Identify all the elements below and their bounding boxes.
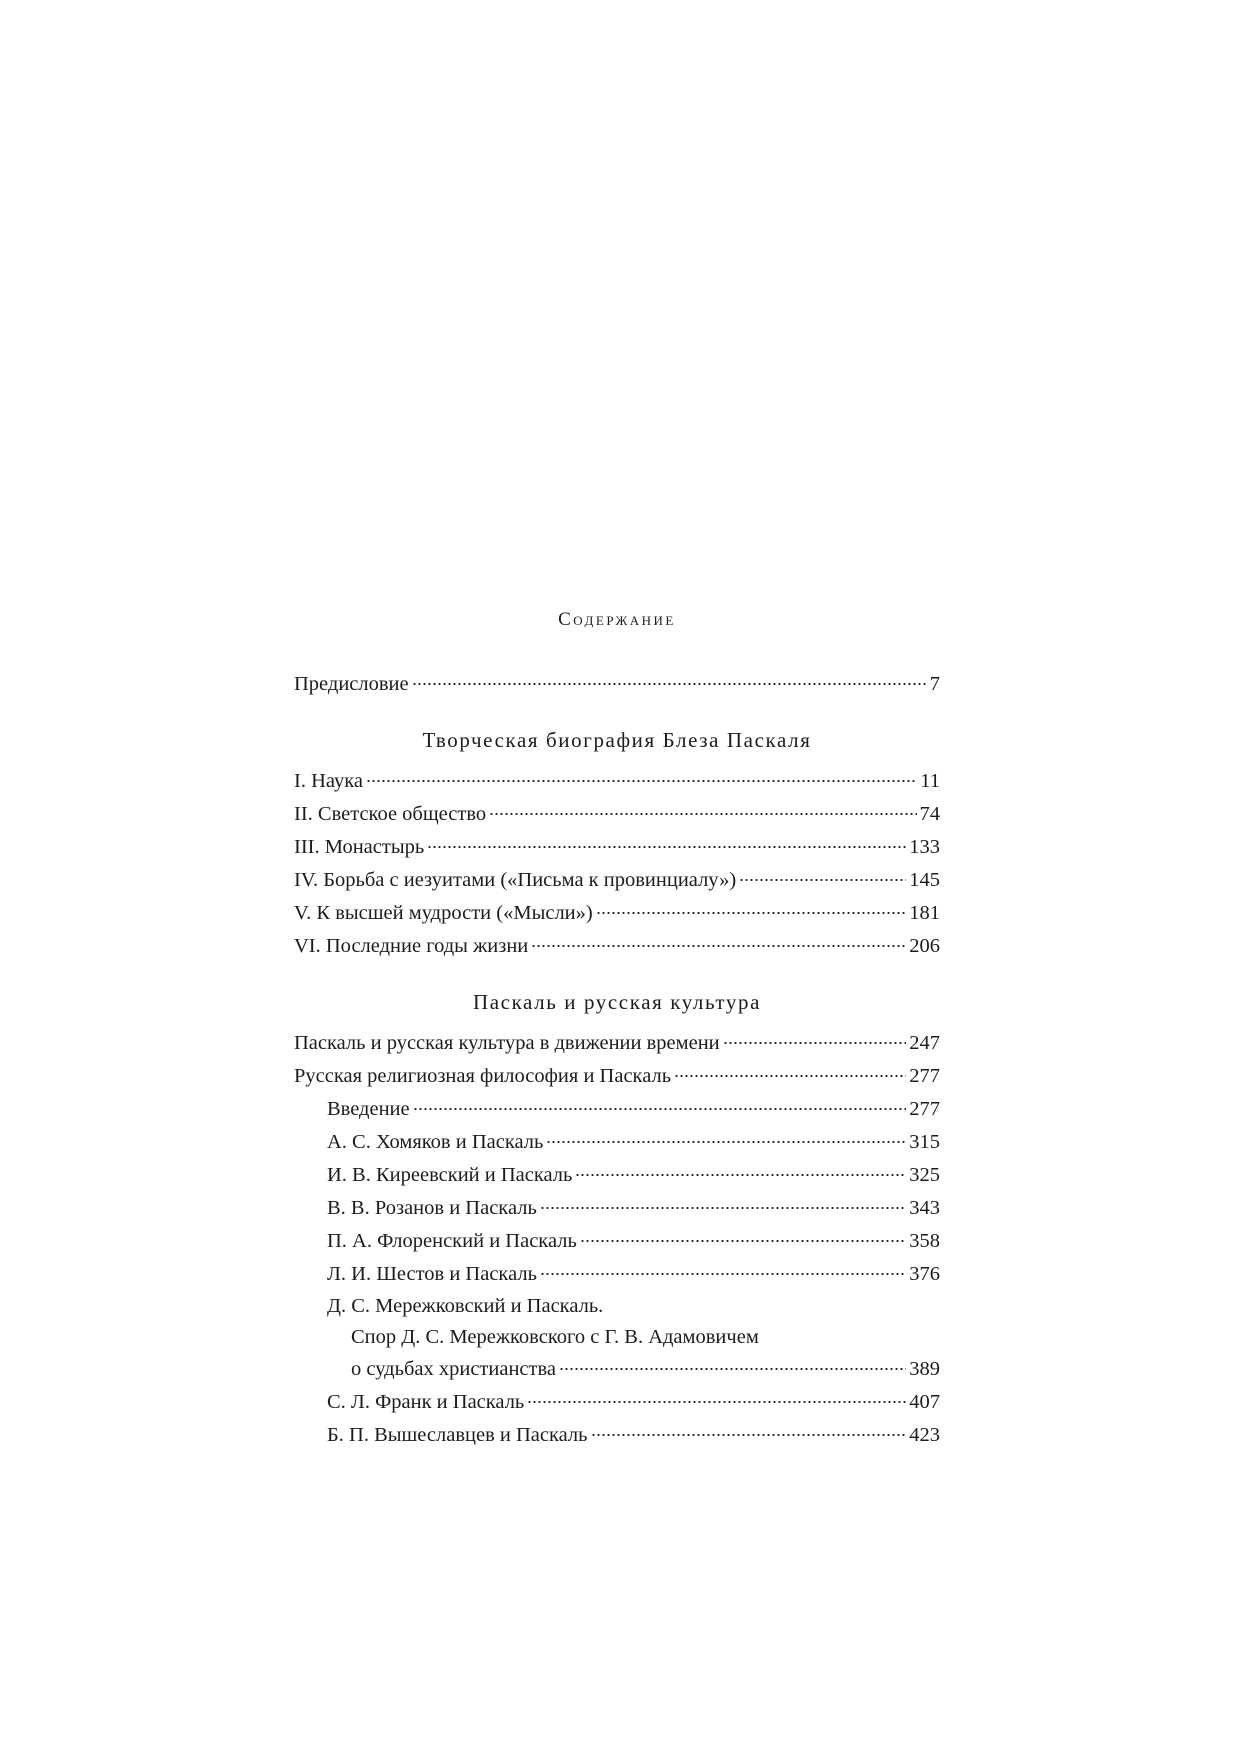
toc-entry-title: А. С. Хомяков и Паскаль xyxy=(327,1131,544,1153)
toc-entry xyxy=(294,930,940,963)
toc-entry-page: 133 xyxy=(909,836,940,858)
toc-subentry xyxy=(294,1258,940,1291)
toc-entry-page: 315 xyxy=(909,1131,940,1153)
toc-entry-title-line2: Спор Д. С. Мережковского с Г. В. Адамовичем xyxy=(351,1326,759,1348)
dot-leader xyxy=(540,1273,906,1275)
dot-leader xyxy=(412,683,927,685)
dot-leader xyxy=(413,1108,907,1110)
toc-entry-page: 7 xyxy=(929,673,940,695)
section-title-part2: Паскаль и русская культура xyxy=(472,990,762,1014)
toc-entry xyxy=(294,864,940,897)
dot-leader xyxy=(489,813,916,815)
toc-entry-page: 11 xyxy=(920,770,940,792)
toc-entry-last-line xyxy=(327,1353,940,1386)
dot-leader xyxy=(546,1141,906,1143)
toc-entry-page: 358 xyxy=(909,1230,940,1252)
dot-leader xyxy=(540,1207,906,1209)
toc-entry-title: В. В. Розанов и Паскаль xyxy=(327,1197,537,1219)
toc-entry-title: Предисловие xyxy=(294,673,409,695)
toc-entry-page: 325 xyxy=(909,1164,940,1186)
section-title-part1: Творческая биография Блеза Паскаля xyxy=(422,728,812,752)
toc-entry-page: 145 xyxy=(909,869,940,891)
toc-entry-page: 407 xyxy=(909,1391,940,1413)
toc-entry xyxy=(294,1027,940,1060)
toc-entry-title: I. Наука xyxy=(294,770,363,792)
toc-entry-page: 376 xyxy=(909,1263,940,1285)
toc-entry-page: 206 xyxy=(909,935,940,957)
dot-leader xyxy=(580,1240,906,1242)
dot-leader xyxy=(559,1368,906,1370)
dot-leader xyxy=(674,1075,906,1077)
toc-entry xyxy=(294,1060,940,1093)
toc-entry-page: 247 xyxy=(909,1032,940,1054)
toc-subentry xyxy=(294,1419,940,1452)
toc-subentry xyxy=(294,1159,940,1192)
toc-entry xyxy=(294,798,940,831)
toc-entry-preface xyxy=(294,668,940,701)
dot-leader xyxy=(723,1042,907,1044)
toc-entry-page: 389 xyxy=(909,1358,940,1380)
dot-leader xyxy=(427,846,906,848)
contents-heading: Содержание xyxy=(558,609,676,630)
toc-entry-title: VI. Последние годы жизни xyxy=(294,935,529,957)
toc-entry-title: П. А. Флоренский и Паскаль xyxy=(327,1230,577,1252)
toc-entry xyxy=(294,765,940,798)
toc-subentry xyxy=(294,1386,940,1419)
toc-subentry xyxy=(294,1192,940,1225)
toc-entry xyxy=(294,897,940,930)
dot-leader xyxy=(591,1434,907,1436)
dot-leader xyxy=(531,945,906,947)
toc-entry-title: Введение xyxy=(327,1098,410,1120)
toc-entry-title: Л. И. Шестов и Паскаль xyxy=(327,1263,537,1285)
toc-entry-title: IV. Борьба с иезуитами («Письма к провинциалу») xyxy=(294,869,737,891)
toc-entry-page: 423 xyxy=(909,1424,940,1446)
toc-entry-title: Б. П. Вышеславцев и Паскаль xyxy=(327,1424,588,1446)
toc-subentry xyxy=(294,1225,940,1258)
toc-subentry xyxy=(294,1093,940,1126)
toc-entry-page: 74 xyxy=(919,803,940,825)
toc-subentry xyxy=(294,1126,940,1159)
dot-leader xyxy=(739,879,906,881)
toc-entry-title: С. Л. Франк и Паскаль xyxy=(327,1391,525,1413)
toc-entry-title: III. Монастырь xyxy=(294,836,425,858)
toc-entry-page: 181 xyxy=(909,902,940,924)
toc-entry-title-line3: о судьбах христианства xyxy=(351,1358,556,1380)
dot-leader xyxy=(575,1174,906,1176)
dot-leader xyxy=(527,1401,906,1403)
toc-entry-page: 277 xyxy=(909,1065,940,1087)
toc-entry-title: И. В. Киреевский и Паскаль xyxy=(327,1164,573,1186)
toc-entry-page: 343 xyxy=(909,1197,940,1219)
toc-entry-title: II. Светское общество xyxy=(294,803,487,825)
toc-entry xyxy=(294,831,940,864)
dot-leader xyxy=(366,780,917,782)
toc-entry-page: 277 xyxy=(909,1098,940,1120)
dot-leader xyxy=(596,912,907,914)
toc-entry-title: V. К высшей мудрости («Мысли») xyxy=(294,902,593,924)
toc-subentry-merezhkovsky xyxy=(294,1291,940,1386)
toc-entry-title: Русская религиозная философия и Паскаль xyxy=(294,1065,672,1087)
toc-entry-title: Паскаль и русская культура в движении времени xyxy=(294,1032,720,1054)
toc-entry-title-line1: Д. С. Мережковский и Паскаль. xyxy=(327,1295,604,1317)
table-of-contents xyxy=(294,600,940,1452)
